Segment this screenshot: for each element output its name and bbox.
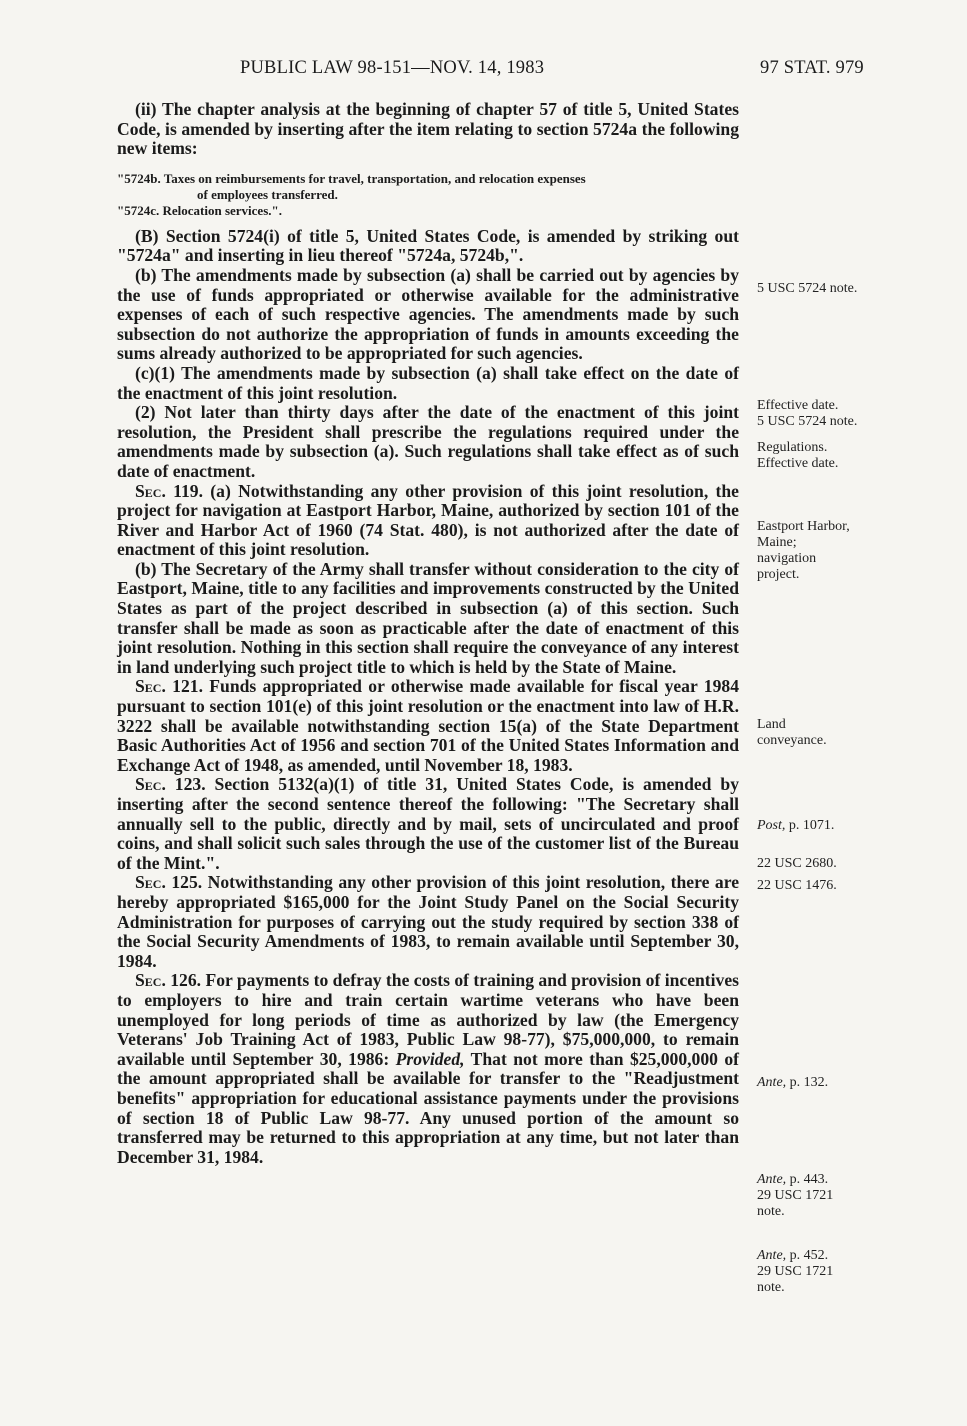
sec-label: Sec. [135, 872, 166, 893]
margin-italic: Post, [757, 818, 786, 833]
paragraph-ii: (ii) The chapter analysis at the beginning of chapter 57 of title 5, United States Code, is amended by inserting after the item relating to section 5724a the following new items: [117, 99, 739, 159]
margin-note-text [757, 1248, 897, 1264]
section-123 [117, 775, 739, 873]
margin-note-text: Regulations. [757, 440, 828, 455]
section-121 [117, 677, 739, 775]
section-123-text: 123. Section 5132(a)(1) of title 31, United States Code, is amended by inserting after the second sentence thereof the following: "The Secretary shall annually sell to the public, directly and by mail, sets of uncirculated and proof coins, and shall solicit such sales through the use of the customer list of the Bureau of the Mint.". [117, 774, 739, 873]
item-5724c: "5724c. Relocation services.". [117, 202, 282, 218]
section-119a [117, 482, 739, 560]
folio: 97 STAT. 979 [760, 58, 864, 78]
margin-note-4 [757, 519, 897, 583]
margin-note-text: Land [757, 717, 786, 732]
sec-label: Sec. [135, 774, 166, 795]
margin-note-text: Effective date. [757, 456, 839, 471]
margin-note-3 [757, 440, 897, 472]
margin-note-text: 29 USC 1721 [757, 1188, 834, 1203]
margin-note-1 [757, 281, 897, 297]
section-119b: (b) The Secretary of the Army shall transfer without consideration to the city of Eastport, Maine, title to any facilities and improvements constructed by the United States as part of the project described in subsection (a) of this section. Such transfer shall be made as soon as practicable after the date of enactment of this joint resolution. Nothing in this section shall require the conveyance of any interest in land underlying such project title to which is held by the State of Maine. [117, 558, 739, 677]
margin-note-5 [757, 717, 897, 749]
margin-note-11 [757, 1248, 897, 1296]
sec-label: Sec. [135, 480, 166, 501]
item-5724b-cont: of employees transferred. [197, 186, 338, 202]
margin-page: p. 452. [786, 1248, 829, 1263]
sec-label: Sec. [135, 970, 166, 991]
margin-note-text: project. [757, 567, 800, 582]
paragraph-B: (B) Section 5724(i) of title 5, United States Code, is amended by striking out "5724a" and inserting in lieu thereof "5724a, 5724b,". [117, 225, 739, 266]
section-126-text-b: That not more than $25,000,000 of the amount appropriated shall be available for transfer to the "Readjustment benefits" appropriation for educational assistance payments under the provisions of section 18 of Public Law 98-77. Any unused portion of the amount so transferred may be returned to this appropriation at any time, but not later than December 31, 1984. [117, 1048, 739, 1167]
margin-note-text: note. [757, 1280, 785, 1295]
section-126-text-a: 126. For payments to defray the costs of training and provision of incentives to employers to hire and train certain wartime veterans who have been unemployed for long periods of time as authorized by law (the Emergency Veterans' Job Training Act of 1983, Public Law 98-77), $75,000,000, to remain available until September 30, 1986: [117, 970, 739, 1069]
section-121-text: 121. Funds appropriated or otherwise made available for fiscal year 1984 pursuant to section 101(e) of this joint resolution or the enactment into law of H.R. 3222 shall be available notwithstanding section 15(a) of the State Department Basic Authorities Act of 1956 and section 701 of the United States Information and Exchange Act of 1948, as amended, until November 18, 1983. [117, 676, 739, 775]
paragraph-c2: (2) Not later than thirty days after the date of the enactment of this joint resolution, the President shall prescribe the regulations required under the amendments made by subsection (a). Such regulations shall take effect as of such date of enactment. [117, 402, 739, 481]
section-119a-text: 119. (a) Notwithstanding any other provision of this joint resolution, the project for navigation at Eastport Harbor, Maine, authorized by section 101 of the River and Harbor Act of 1960 (74 Stat. 480), is not authorized after the date of enactment of this joint resolution. [117, 480, 739, 560]
margin-italic: Ante, [757, 1075, 787, 1090]
margin-note-text: conveyance. [757, 733, 827, 748]
sec-label: Sec. [135, 676, 166, 697]
running-head: PUBLIC LAW 98-151—NOV. 14, 1983 [240, 58, 545, 78]
margin-page: p. 1071. [785, 818, 835, 833]
provided-italic: Provided, [395, 1048, 465, 1069]
margin-note-9 [757, 1075, 897, 1091]
margin-page: p. 443. [786, 1172, 829, 1187]
inserted-items [117, 171, 739, 219]
margin-note-text: navigation [757, 551, 817, 566]
margin-page: p. 132. [786, 1075, 829, 1090]
margin-note-text: Maine; [757, 535, 797, 550]
margin-note-7 [757, 856, 897, 872]
margin-note-2 [757, 398, 897, 430]
section-125-text: 125. Notwithstanding any other provision of this joint resolution, there are hereby appropriated $165,000 for the Joint Study Panel on the Social Security Administration for purposes of carrying out the study required by section 338 of the Social Security Amendments of 1983, to remain available until September 30, 1984. [117, 872, 739, 971]
margin-note-6 [757, 818, 897, 834]
page-header [0, 58, 967, 84]
margin-note-8 [757, 878, 897, 894]
margin-note-text: 22 USC 2680. [757, 856, 837, 871]
margin-note-text: 5 USC 5724 note. [757, 281, 858, 296]
body-text [117, 100, 739, 1167]
margin-note-text [757, 1172, 897, 1188]
margin-italic: Ante, [757, 1172, 787, 1187]
margin-note-text [757, 818, 897, 834]
item-5724b: "5724b. Taxes on reimbursements for travel, transportation, and relocation expenses [117, 170, 586, 186]
section-125 [117, 873, 739, 971]
margin-note-text [757, 1075, 897, 1091]
margin-note-text: note. [757, 1204, 785, 1219]
margin-note-text: 22 USC 1476. [757, 878, 837, 893]
section-126 [117, 971, 739, 1167]
margin-italic: Ante, [757, 1248, 787, 1263]
margin-note-text: Eastport Harbor, [757, 519, 850, 534]
paragraph-c1: (c)(1) The amendments made by subsection (a) shall take effect on the date of the enactment of this joint resolution. [117, 362, 739, 403]
margin-note-10 [757, 1172, 897, 1220]
margin-note-text: 29 USC 1721 [757, 1264, 834, 1279]
paragraph-b: (b) The amendments made by subsection (a) shall be carried out by agencies by the use of funds appropriated or otherwise available for the administrative expenses of each of such respective agencies. The amendments made by such subsection do not authorize the appropriation of funds in amounts exceeding the sums already authorized to be appropriated for such agencies. [117, 264, 739, 364]
margin-note-text: Effective date. [757, 398, 839, 413]
margin-note-text: 5 USC 5724 note. [757, 414, 858, 429]
